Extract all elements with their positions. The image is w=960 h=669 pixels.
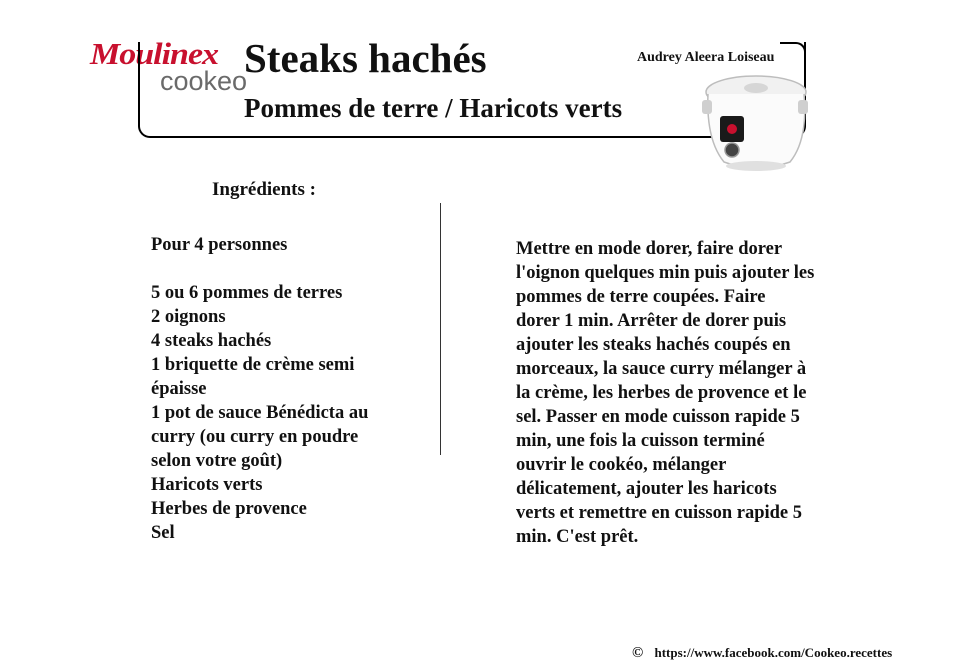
instruction-line: sel. Passer en mode cuisson rapide 5 — [516, 407, 800, 427]
instruction-line: verts et remettre en cuisson rapide 5 — [516, 503, 802, 523]
footer-link[interactable]: https://www.facebook.com/Cookeo.recettes — [654, 645, 893, 660]
instruction-line: min. C'est prêt. — [516, 527, 639, 547]
instruction-line: ouvrir le cookéo, mélanger — [516, 455, 727, 475]
ingredient-line: curry (ou curry en poudre — [151, 427, 359, 447]
instruction-line: Mettre en mode dorer, faire dorer — [516, 239, 783, 259]
instruction-line: pommes de terre coupées. Faire — [516, 287, 766, 307]
author-name: Audrey Aleera Loiseau — [637, 50, 775, 65]
instruction-line: ajouter les steaks hachés coupés en — [516, 335, 791, 355]
ingredient-line: épaisse — [151, 379, 207, 399]
servings: Pour 4 personnes — [151, 235, 288, 255]
ingredient-line: Sel — [151, 523, 175, 543]
ingredient-line: 2 oignons — [151, 307, 226, 327]
ingredients-list — [151, 233, 431, 545]
ingredient-line: 1 pot de sauce Bénédicta au — [151, 403, 369, 423]
copyright-symbol: © — [632, 645, 644, 661]
logo-brand: Moulinex — [90, 37, 219, 72]
page-title: Steaks hachés — [244, 35, 487, 81]
logo-sub: cookeo — [160, 66, 248, 96]
page-subtitle: Pommes de terre / Haricots verts — [244, 93, 623, 123]
ingredient-line: 1 briquette de crème semi — [151, 355, 355, 375]
ingredient-line: 4 steaks hachés — [151, 331, 272, 351]
ingredient-line: Haricots verts — [151, 475, 263, 495]
instruction-line: dorer 1 min. Arrêter de dorer puis — [516, 311, 787, 331]
instruction-line: morceaux, la sauce curry mélanger à — [516, 359, 807, 379]
instructions-text — [516, 237, 856, 549]
instruction-line: min, une fois la cuisson terminé — [516, 431, 765, 451]
pressure-cooker-icon — [694, 70, 814, 180]
column-divider — [440, 203, 441, 455]
title-frame-corner — [780, 42, 806, 68]
ingredient-line: 5 ou 6 pommes de terres — [151, 283, 343, 303]
ingredients-heading: Ingrédients : — [212, 179, 316, 200]
instruction-line: délicatement, ajouter les haricots — [516, 479, 777, 499]
ingredient-line: selon votre goût) — [151, 451, 283, 471]
instruction-line: la crème, les herbes de provence et le — [516, 383, 807, 403]
ingredient-line: Herbes de provence — [151, 499, 307, 519]
spacer — [151, 257, 431, 281]
footer — [632, 645, 892, 662]
instruction-line: l'oignon quelques min puis ajouter les — [516, 263, 815, 283]
